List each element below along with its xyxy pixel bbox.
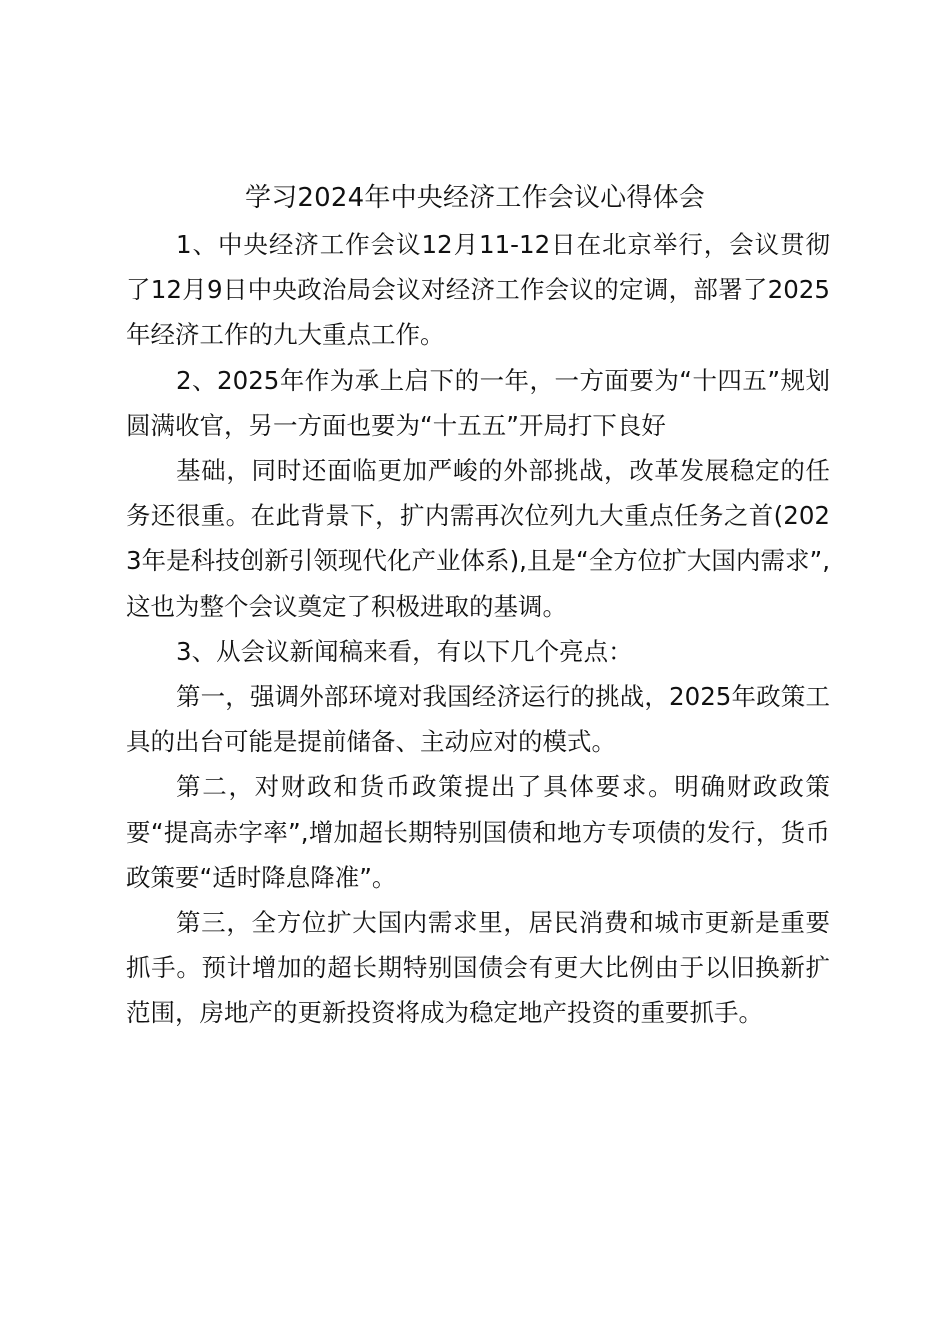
document-body bbox=[126, 222, 830, 1036]
paragraph-6: 第二，对财政和货币政策提出了具体要求。明确财政政策要“提高赤字率”,增加超长期特别国债和地方专项债的发行，货币政策要“适时降息降准”。 bbox=[126, 772, 830, 892]
paragraph-3: 基础，同时还面临更加严峻的外部挑战，改革发展稳定的任务还很重。在此背景下，扩内需再次位列九大重点任务之首(2023年是科技创新引领现代化产业体系),且是“全方位扩大国内需求”,这也为整个会议奠定了积极进取的基调。 bbox=[126, 456, 830, 621]
document-title: 学习2024年中央经济工作会议心得体会 bbox=[245, 183, 705, 213]
paragraph-2: 2、2025年作为承上启下的一年，一方面要为“十四五”规划圆满收官，另一方面也要为“十五五”开局打下良好 bbox=[126, 365, 830, 440]
paragraph-5: 第一，强调外部环境对我国经济运行的挑战，2025年政策工具的出台可能是提前储备、主动应对的模式。 bbox=[126, 682, 830, 757]
paragraph-7: 第三，全方位扩大国内需求里，居民消费和城市更新是重要抓手。预计增加的超长期特别国债会有更大比例由于以旧换新扩范围，房地产的更新投资将成为稳定地产投资的重要抓手。 bbox=[126, 908, 830, 1028]
paragraph-1: 1、中央经济工作会议12月11-12日在北京举行，会议贯彻了12月9日中央政治局会议对经济工作会议的定调，部署了2025年经济工作的九大重点工作。 bbox=[126, 230, 830, 350]
paragraph-4: 3、从会议新闻稿来看，有以下几个亮点： bbox=[176, 636, 633, 666]
